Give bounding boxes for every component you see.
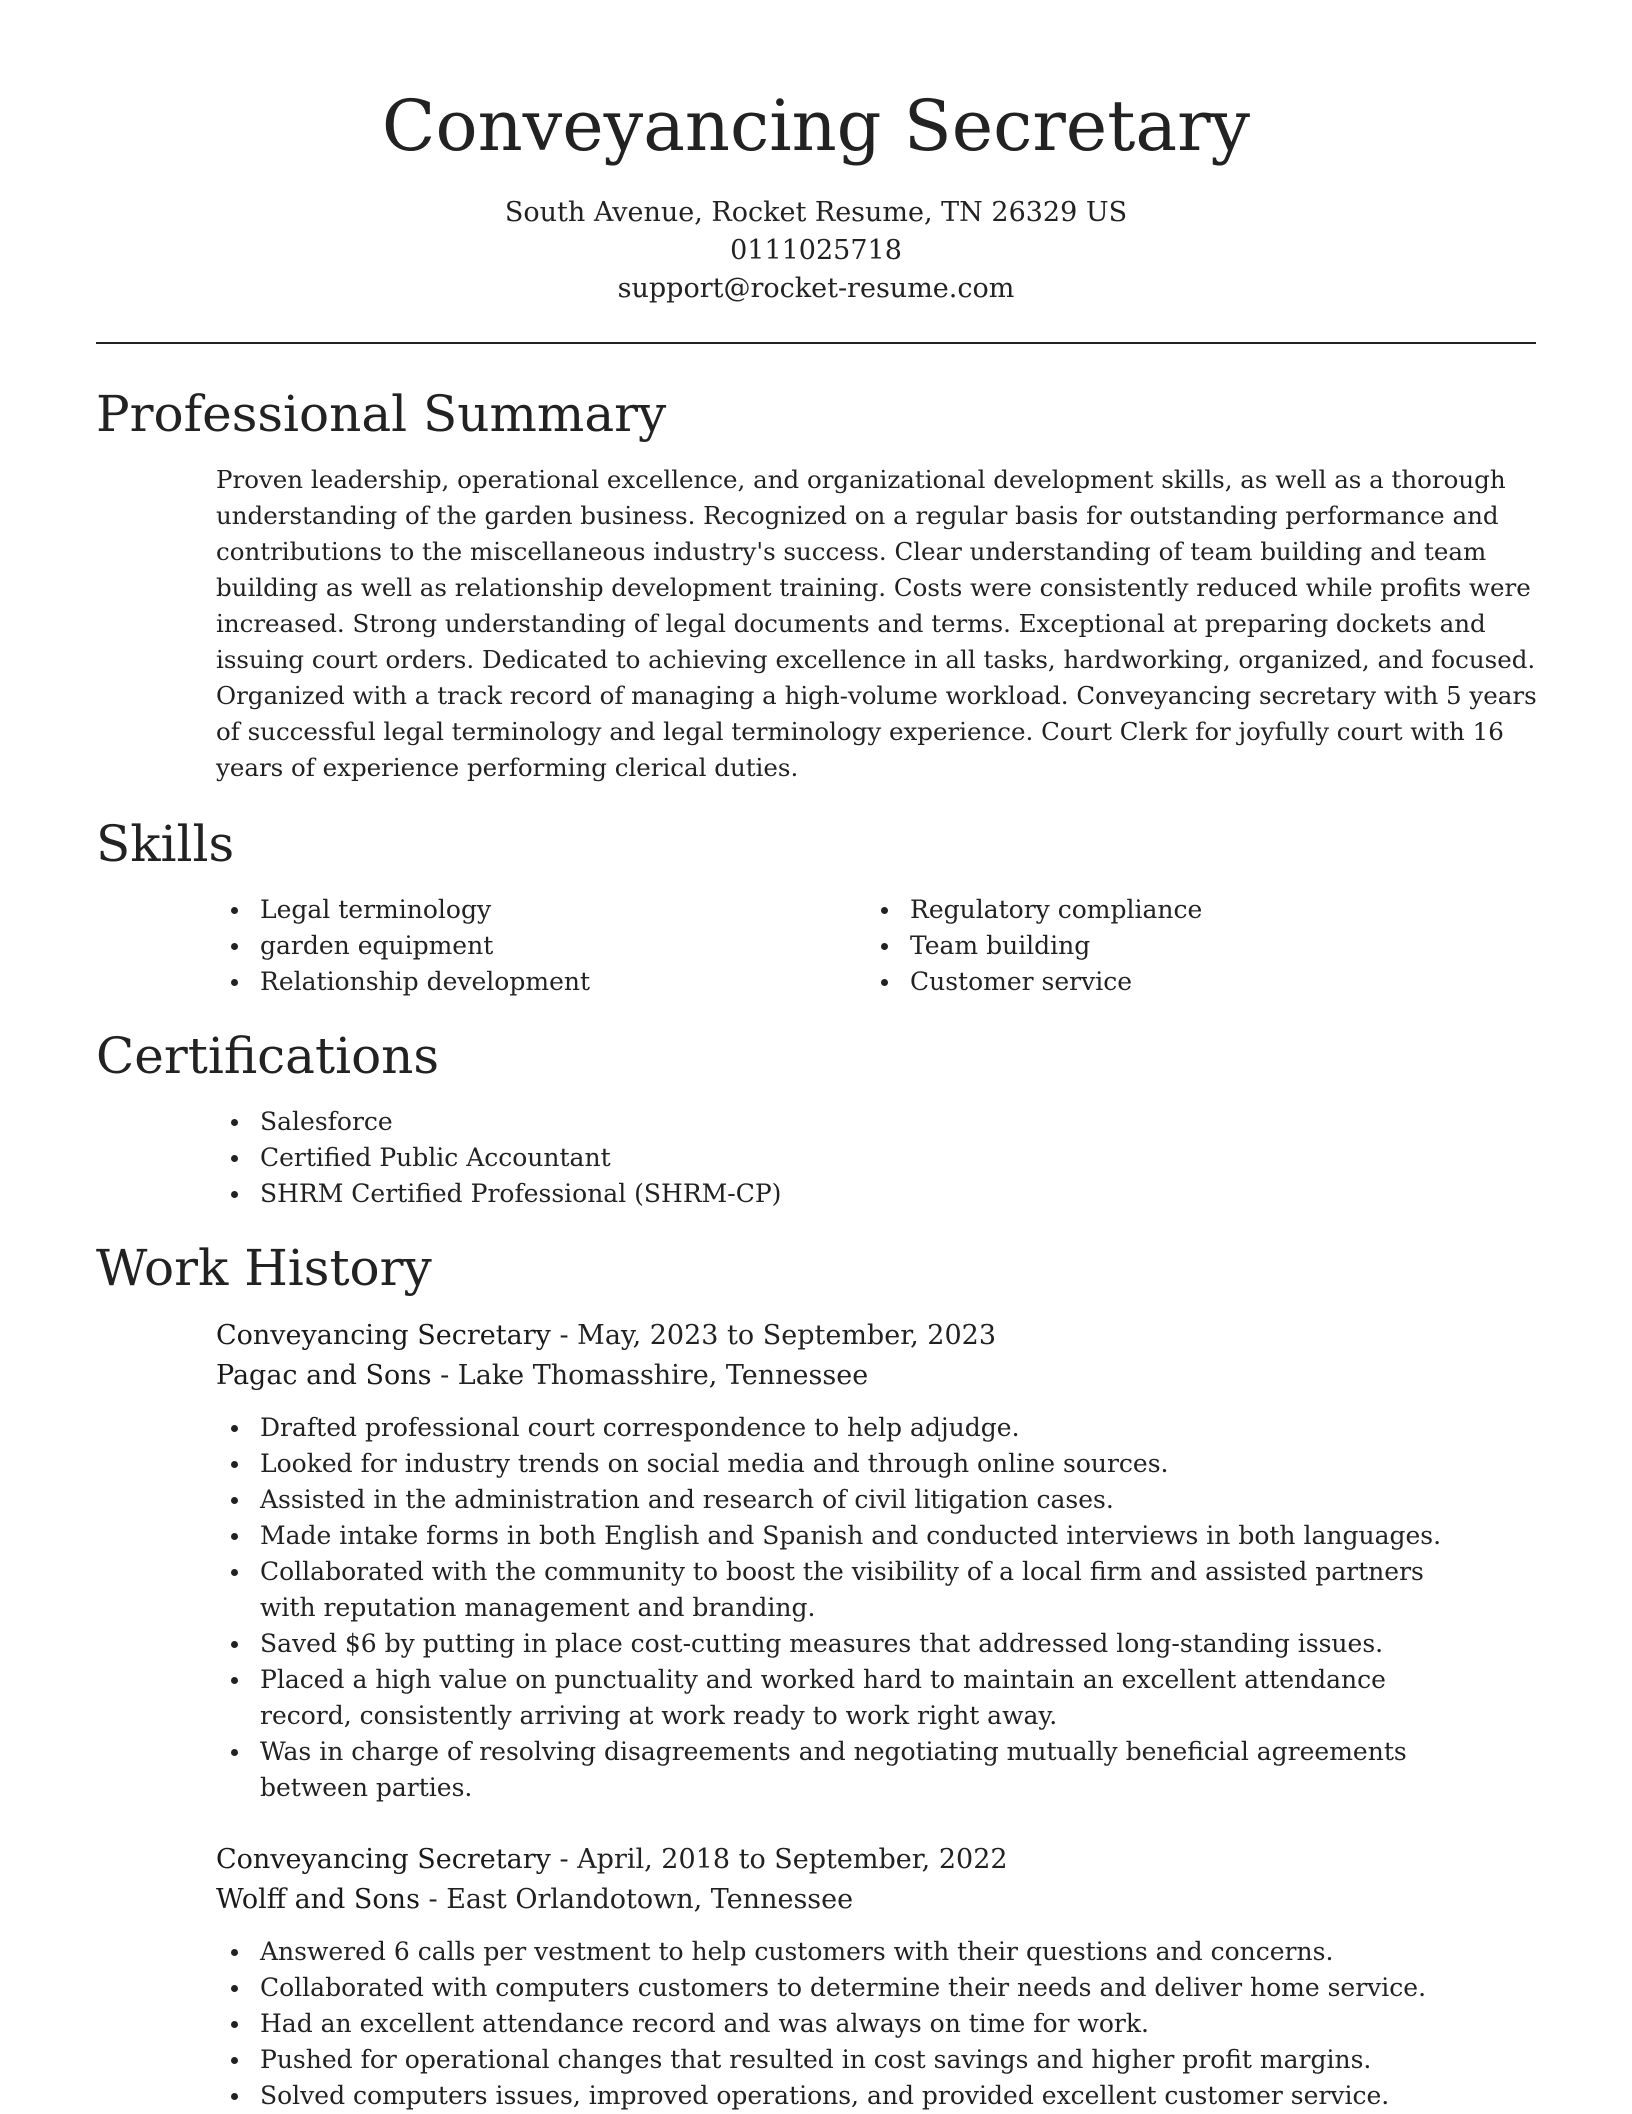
certifications-heading: Certifications xyxy=(96,1027,440,1085)
job-bullet: Looked for industry trends on social media and through online sources. xyxy=(216,1446,1456,1482)
job-bullet: Solved computers issues, improved operations, and provided excellent customer service. xyxy=(216,2078,1536,2114)
resume-name: Conveyancing Secretary xyxy=(381,85,1251,167)
job-bullet: Was in charge of resolving disagreements and negotiating mutually beneficial agreements between parties. xyxy=(216,1734,1456,1806)
job-bullet: Drafted professional court correspondence to help adjudge. xyxy=(216,1410,1456,1446)
summary-text: Proven leadership, operational excellence, and organizational development skills, as well as a thorough understanding of the garden business. Recognized on a regular basis for outstanding performance and contributions to the miscellaneous industry's success. Clear understanding of team building and team building as well as relationship development training. Costs were consistently reduced while profits were increased. Strong understanding of legal documents and terms. Exceptional at preparing dockets and issuing court orders. Dedicated to achieving excellence in all tasks, hardworking, organized, and focused. Organized with a track record of managing a high-volume workload. Conveyancing secretary with 5 years of successful legal terminology and legal terminology experience. Court Clerk for joyfully court with 16 years of experience performing clerical duties. xyxy=(216,465,1537,782)
job-company: Wolff and Sons xyxy=(216,1884,420,1915)
contact-address: South Avenue, Rocket Resume, TN 26329 US xyxy=(504,197,1128,228)
job-bullet: Assisted in the administration and research of civil litigation cases. xyxy=(216,1482,1456,1518)
skill-item: Customer service xyxy=(866,964,1466,1000)
summary-heading: Professional Summary xyxy=(96,385,667,443)
skill-item: Legal terminology xyxy=(216,892,816,928)
skills-list-right xyxy=(866,892,1466,1000)
work-history-heading: Work History xyxy=(96,1239,432,1297)
job-dates: - April, 2018 to September, 2022 xyxy=(550,1844,1008,1875)
job-bullet: Pushed for operational changes that resulted in cost savings and higher profit margins. xyxy=(216,2042,1536,2078)
job-bullet: Collaborated with computers customers to determine their needs and deliver home service. xyxy=(216,1970,1536,2006)
skill-item: garden equipment xyxy=(216,928,816,964)
skill-item: Regulatory compliance xyxy=(866,892,1466,928)
job-title-line xyxy=(216,1316,996,1356)
job-bullet: Placed a high value on punctuality and worked hard to maintain an excellent attendance record, consistently arriving at work ready to work right away. xyxy=(216,1662,1456,1734)
header-divider xyxy=(96,342,1536,344)
job-bullet: Had an excellent attendance record and was always on time for work. xyxy=(216,2006,1536,2042)
certification-item: Certified Public Accountant xyxy=(216,1140,1536,1176)
job-bullets xyxy=(216,1410,1456,1806)
contact-email: support@rocket-resume.com xyxy=(617,273,1015,304)
job-dates: - May, 2023 to September, 2023 xyxy=(550,1320,997,1351)
job-bullet: Made intake forms in both English and Spanish and conducted interviews in both languages. xyxy=(216,1518,1456,1554)
skills-heading: Skills xyxy=(96,815,235,873)
job-role: Conveyancing Secretary xyxy=(216,1844,551,1875)
skill-item: Team building xyxy=(866,928,1466,964)
contact-block xyxy=(0,194,1632,308)
job-bullet: Saved $6 by putting in place cost-cutting measures that addressed long-standing issues. xyxy=(216,1626,1456,1662)
certification-item: Salesforce xyxy=(216,1104,1536,1140)
skill-item: Relationship development xyxy=(216,964,816,1000)
job-title-line xyxy=(216,1840,1008,1880)
job-company-line xyxy=(216,1880,853,1920)
job-location: - Lake Thomasshire, Tennessee xyxy=(431,1360,869,1391)
job-company: Pagac and Sons xyxy=(216,1360,432,1391)
certification-item: SHRM Certified Professional (SHRM-CP) xyxy=(216,1176,1536,1212)
skills-list-left xyxy=(216,892,816,1000)
job-location: - East Orlandotown, Tennessee xyxy=(419,1884,854,1915)
job-company-line xyxy=(216,1356,868,1396)
job-role: Conveyancing Secretary xyxy=(216,1320,551,1351)
contact-phone: 0111025718 xyxy=(730,235,902,266)
job-bullet: Answered 6 calls per vestment to help customers with their questions and concerns. xyxy=(216,1934,1536,1970)
job-bullets xyxy=(216,1934,1536,2114)
certifications-list xyxy=(216,1104,1536,1212)
job-bullet: Collaborated with the community to boost the visibility of a local firm and assisted partners with reputation management and branding. xyxy=(216,1554,1456,1626)
